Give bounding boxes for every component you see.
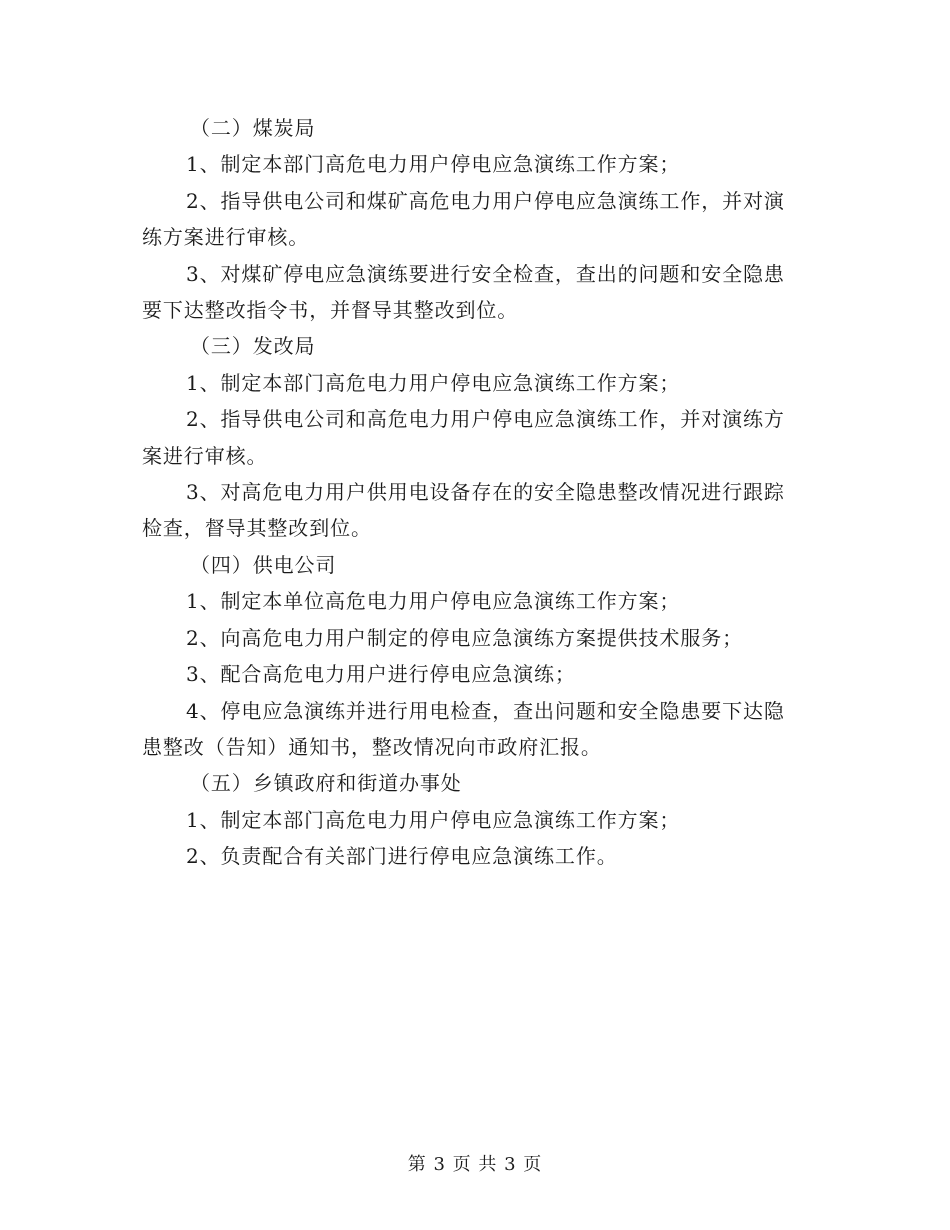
page-number-footer: 第 3 页 共 3 页: [407, 1154, 543, 1175]
list-item: 3、对高危电力用户供用电设备存在的安全隐患整改情况进行跟踪: [186, 480, 785, 505]
list-item: 1、制定本部门高危电力用户停电应急演练工作方案；: [186, 370, 681, 395]
list-item: 1、制定本部门高危电力用户停电应急演练工作方案；: [186, 152, 681, 177]
list-item: 1、制定本部门高危电力用户停电应急演练工作方案；: [186, 807, 681, 832]
list-item: 2、指导供电公司和高危电力用户停电应急演练工作，并对演练方: [186, 407, 785, 432]
list-item-continuation: 检查，督导其整改到位。: [142, 516, 372, 541]
list-item-continuation: 患整改（告知）通知书，整改情况向市政府汇报。: [142, 734, 602, 759]
list-item: 3、对煤矿停电应急演练要进行安全检查，查出的问题和安全隐患: [186, 261, 785, 286]
list-item-continuation: 案进行审核。: [142, 443, 268, 468]
list-item: 2、向高危电力用户制定的停电应急演练方案提供技术服务；: [186, 625, 744, 650]
list-item: 3、配合高危电力用户进行停电应急演练；: [186, 662, 576, 687]
list-item-continuation: 练方案进行审核。: [142, 225, 310, 250]
list-item-continuation: 要下达整改指令书，并督导其整改到位。: [142, 298, 519, 323]
list-item: 2、指导供电公司和煤矿高危电力用户停电应急演练工作，并对演: [186, 188, 785, 213]
document-body: [142, 110, 814, 875]
section-heading: （三）发改局: [190, 334, 316, 359]
section-heading: （四）供电公司: [190, 552, 337, 577]
list-item: 2、负责配合有关部门进行停电应急演练工作。: [186, 844, 618, 869]
list-item: 4、停电应急演练并进行用电检查，查出问题和安全隐患要下达隐: [186, 698, 785, 723]
section-heading: （二）煤炭局: [190, 116, 316, 140]
section-heading: （五）乡镇政府和街道办事处: [190, 771, 462, 796]
list-item: 1、制定本单位高危电力用户停电应急演练工作方案；: [186, 589, 681, 614]
